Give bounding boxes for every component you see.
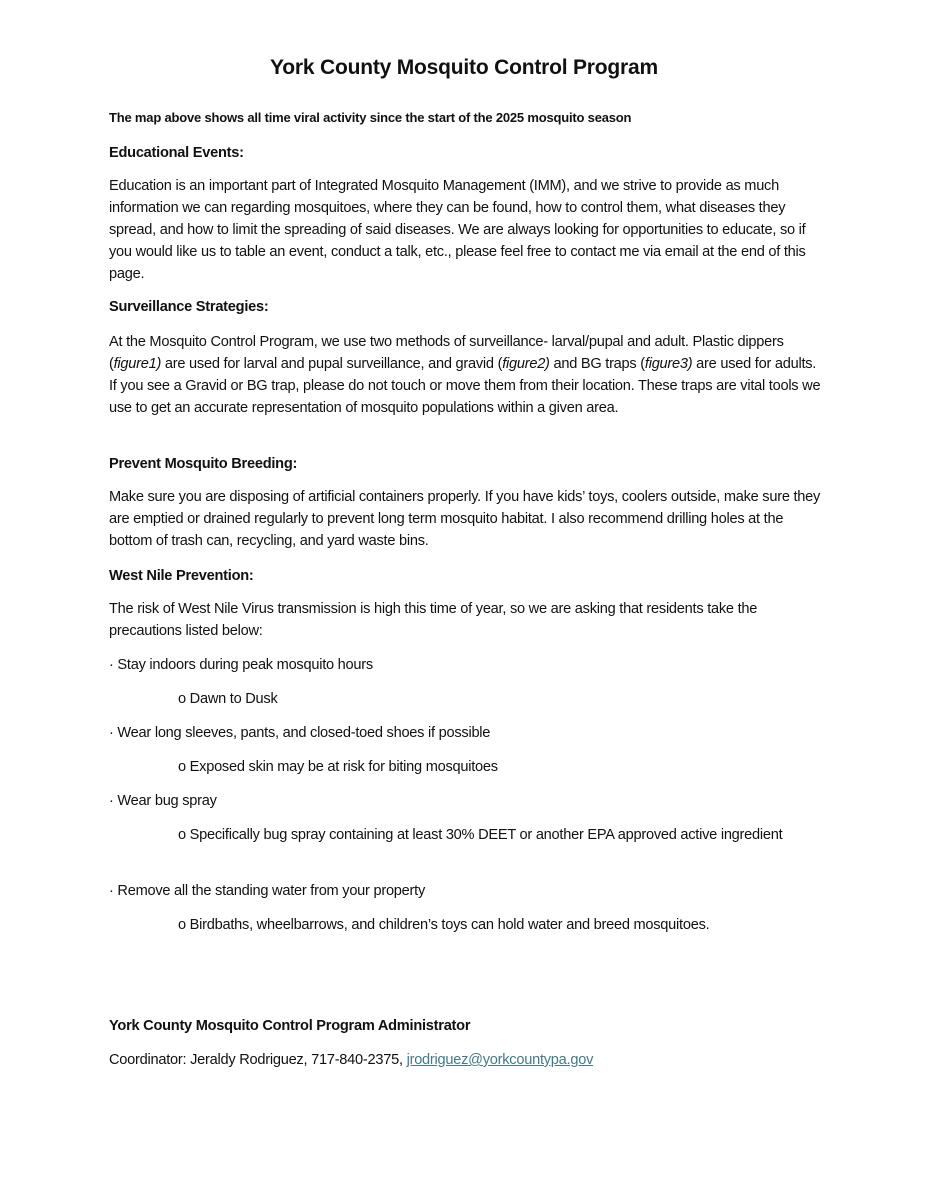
- precaution-item: · Stay indoors during peak mosquito hours: [109, 657, 373, 673]
- precaution-detail: o Exposed skin may be at risk for biting mosquitoes: [178, 759, 498, 775]
- surveillance-text: At the Mosquito Control Program, we use two methods of surveillance- larval/pupal and adult. Plastic dippers (: [109, 334, 784, 372]
- surveillance-text: are used for larval and pupal surveillance, and gravid (: [161, 356, 503, 372]
- figure3-ref: figure3): [644, 356, 693, 372]
- surveillance-heading: Surveillance Strategies:: [109, 299, 269, 315]
- surveillance-body: [109, 331, 821, 419]
- precaution-detail: o Birdbaths, wheelbarrows, and children’s toys can hold water and breed mosquitoes.: [178, 917, 710, 933]
- email-link[interactable]: jrodriguez@yorkcountypa.gov: [406, 1052, 594, 1068]
- precaution-item: · Remove all the standing water from your property: [109, 883, 426, 899]
- breeding-body: Make sure you are disposing of artificial containers properly. If you have kids’ toys, coolers outside, make sure they are emptied or drained regularly to prevent long term mosquito habitat. I also recommend drilling holes at the bottom of trash can, recycling, and yard waste bins.: [109, 489, 821, 549]
- surveillance-text: and BG traps (: [549, 356, 645, 372]
- map-note: The map above shows all time viral activity since the start of the 2025 mosquito season: [109, 110, 632, 125]
- west-nile-intro: The risk of West Nile Virus transmission is high this time of year, so we are asking that residents take the precautions listed below:: [109, 601, 758, 639]
- breeding-heading: Prevent Mosquito Breeding:: [109, 456, 298, 472]
- precaution-detail: o Specifically bug spray containing at least 30% DEET or another EPA approved active ingredient: [178, 827, 783, 843]
- educational-events-body: Education is an important part of Integrated Mosquito Management (IMM), and we strive to provide as much information we can regarding mosquitoes, where they can be found, how to control them, what diseases they spread, and how to limit the spreading of said diseases. We are always looking for opportunities to educate, so if you would like us to table an event, conduct a talk, etc., please feel free to contact me via email at the end of this page.: [109, 178, 806, 282]
- administrator-heading: York County Mosquito Control Program Administrator: [109, 1018, 471, 1034]
- figure1-ref: figure1): [113, 356, 162, 372]
- educational-events-heading: Educational Events:: [109, 145, 244, 161]
- precaution-item: · Wear long sleeves, pants, and closed-toed shoes if possible: [109, 725, 491, 741]
- figure2-ref: figure2): [502, 356, 550, 372]
- coordinator-info: Coordinator: Jeraldy Rodriguez, 717-840-2375,: [109, 1052, 407, 1068]
- surveillance-text: are used for adults. If you see a Gravid or BG trap, please do not touch or move them from their location. These traps are vital tools we use to get an accurate representation of mosquito populations within a given area.: [109, 356, 821, 416]
- west-nile-heading: West Nile Prevention:: [109, 568, 254, 584]
- page-title: York County Mosquito Control Program: [270, 56, 658, 79]
- coordinator-contact: [109, 1052, 593, 1068]
- precaution-detail: o Dawn to Dusk: [178, 691, 278, 707]
- precaution-item: · Wear bug spray: [109, 793, 217, 809]
